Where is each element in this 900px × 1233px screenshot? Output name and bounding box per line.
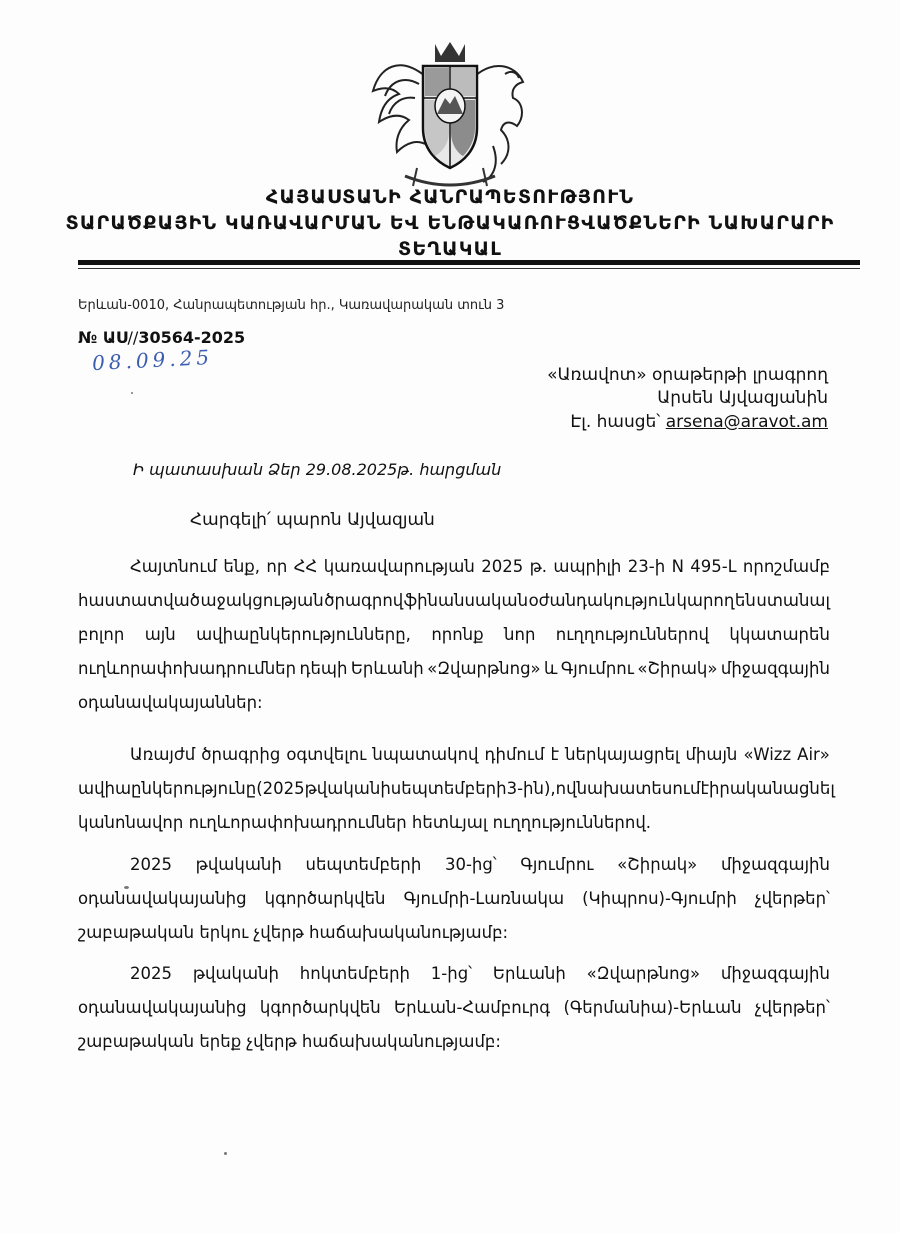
paragraph-word: միջազգային [720,964,830,983]
header-country: ՀԱՅԱՍՏԱՆԻ ՀԱՆՐԱՊԵՏՈՒԹՅՈՒՆ [265,186,635,208]
paragraph-word: Հայտնում [130,557,217,576]
paragraph-word: սեպտեմբերի [305,855,422,874]
recipient-name: Արսեն Այվազյանին [657,388,828,408]
scan-speck [124,886,129,889]
paragraph-3 [78,848,830,950]
paragraph-word: 1-ից՝ [430,964,473,983]
paragraph-word: օգտվելու [286,745,367,764]
paragraph-word: օդանավակայանից [78,998,247,1017]
paragraph-word: (2025 [256,779,305,798]
paragraph-word: որ [266,557,288,576]
paragraph-word: իրականացնել [708,779,835,798]
paragraph-word: է [550,745,560,764]
recipient-role: «Առավոտ» օրաթերթի լրագրող [547,365,828,385]
paragraph-line [78,584,830,618]
paragraph-word: ենք, [223,557,261,576]
paragraph-word: ապրիլի [553,557,622,576]
paragraph-line [78,957,830,991]
paragraph-word: բոլոր [78,625,125,644]
paragraph-word: չվերթեր՝ [754,889,830,908]
paragraph-word: ուղղություններով [555,625,710,644]
paragraph-line: շաբաթական երեք չվերթ հաճախականությամբ: [78,1032,501,1051]
paragraph-word: Երևանի [492,964,566,983]
paragraph-line [78,652,830,686]
paragraph-word: Գյումրի-Լառնակա [403,889,565,908]
paragraph-word: ֆինանսական [403,591,529,610]
paragraph-word: Երևանի [350,659,424,678]
recipient-email-line [570,412,828,432]
scan-speck [131,392,133,394]
paragraph-line [78,848,830,882]
document-number-stroke: // [127,328,139,347]
paragraph-word: միջազգային [720,855,830,874]
paragraph-word: միայն [685,745,738,764]
paragraph-word: որոնք [431,625,484,644]
paragraph-word: և [544,659,558,678]
header-divider-thin [78,268,860,269]
header-divider [78,260,860,265]
paragraph-word: դեպի [299,659,348,678]
paragraph-word: ծրագրից [201,745,281,764]
paragraph-word: սեպտեմբերի [390,779,507,798]
paragraph-word: հոկտեմբերի [299,964,410,983]
paragraph-word: (Գերմանիա)-Երևան [563,998,742,1017]
paragraph-word: «Շիրակ» [617,855,698,874]
paragraph-line [78,991,830,1025]
paragraph-word: օդանավակայանից [78,889,247,908]
paragraph-word: 23-ի [627,557,666,576]
paragraph-word: 30-ից՝ [444,855,497,874]
paragraph-word: «Զվարթնոց» [427,659,541,678]
paragraph-word: 3-ին), [506,779,556,798]
paragraph-line: կանոնավոր ուղևորափոխադրումներ հետևյալ ուղղություններով. [78,813,652,832]
paragraph-word: կարող [676,591,735,610]
paragraph-word: ով [555,779,577,798]
paragraph-line: օդանավակայաններ: [78,693,263,712]
recipient-email-label: Էլ. հասցե՝ [570,412,666,432]
paragraph-word: թվականի [192,964,279,983]
paragraph-4 [78,957,830,1059]
paragraph-1 [78,550,830,720]
paragraph-word: կառավարության [323,557,475,576]
paragraph-word: նախատեսում [576,779,701,798]
paragraph-word: ուղևորափոխադրումներ [78,659,297,678]
document-number-value: 30564-2025 [138,328,246,347]
paragraph-word: ստանալ [756,591,830,610]
paragraph-word: դիմում [484,745,545,764]
reply-reference: Ի պատասխան Ձեր 29.08.2025թ. հարցման [133,460,502,479]
paragraph-word: Առայժմ [130,745,196,764]
paragraph-line [78,882,830,916]
paragraph-word: օժանդակություն [528,591,676,610]
paragraph-word: ներկայացրել [565,745,680,764]
paragraph-line [78,772,835,806]
paragraph-word: Երևան-Համբուրգ [394,998,551,1017]
paragraph-word: «Wizz [743,745,792,764]
paragraph-word: N [671,557,684,576]
paragraph-2 [78,738,835,840]
paragraph-word: ավիաընկերությունը [78,779,257,798]
scan-speck [224,1152,227,1155]
paragraph-word: կգործարկվեն [259,998,381,1017]
salutation: Հարգելի՛ պարոն Այվազյան [190,510,435,530]
paragraph-line: շաբաթական երկու չվերթ հաճախականությամբ: [78,923,509,942]
paragraph-word: այն [144,625,176,644]
paragraph-word: աջակցության [200,591,324,610]
paragraph-line [78,550,830,584]
paragraph-word: (Կիպրոս)-Գյումրի [582,889,737,908]
handwritten-date: 08.09.25 [91,344,214,376]
paragraph-word: որոշմամբ [742,557,830,576]
sender-address: Երևան-0010, Հանրապետության հր., Կառավարական տուն 3 [78,298,505,313]
paragraph-word: թվականի [195,855,282,874]
document-number-prefix: № ԱՍ [78,328,128,347]
paragraph-word: են [734,591,756,610]
coat-of-arms-icon [365,36,535,196]
paragraph-word: չվերթեր՝ [754,998,830,1017]
recipient-email-link[interactable]: arsena@aravot.am [665,412,828,432]
paragraph-word: Գյումրու [560,659,634,678]
paragraph-word: «Զվարթնոց» [586,964,701,983]
paragraph-word: 2025 [130,855,172,874]
document-number [78,328,245,347]
header-ministry: ՏԱՐԱԾՔԱՅԻՆ ԿԱՌԱՎԱՐՄԱՆ ԵՎ ԵՆԹԱԿԱՌՈՒՑՎԱԾՔՆԵՐԻ ՆԱԽԱՐԱՐԻ [65,212,835,234]
paragraph-word: կկատարեն [729,625,830,644]
paragraph-word: նպատակով [372,745,479,764]
paragraph-line [78,738,830,772]
paragraph-word: Air» [797,745,830,764]
paragraph-word: 2025 [481,557,524,576]
paragraph-word: «Շիրակ» [637,659,718,678]
paragraph-word: է [700,779,709,798]
header-position: ՏԵՂԱԿԱԼ [397,238,503,260]
paragraph-word: 2025 [130,964,172,983]
paragraph-word: թվականի [304,779,391,798]
paragraph-word: 495-Լ [690,557,737,576]
paragraph-word: ավիաընկերությունները, [196,625,411,644]
paragraph-word: նոր [504,625,536,644]
paragraph-word: հաստատված [78,591,200,610]
paragraph-word: միջազգային [720,659,830,678]
paragraph-word: ՀՀ [293,557,318,576]
paragraph-word: թ. [529,557,548,576]
paragraph-word: Գյումրու [520,855,594,874]
paragraph-word: ծրագրով [324,591,404,610]
paragraph-word: կգործարկվեն [264,889,386,908]
paragraph-line [78,618,830,652]
